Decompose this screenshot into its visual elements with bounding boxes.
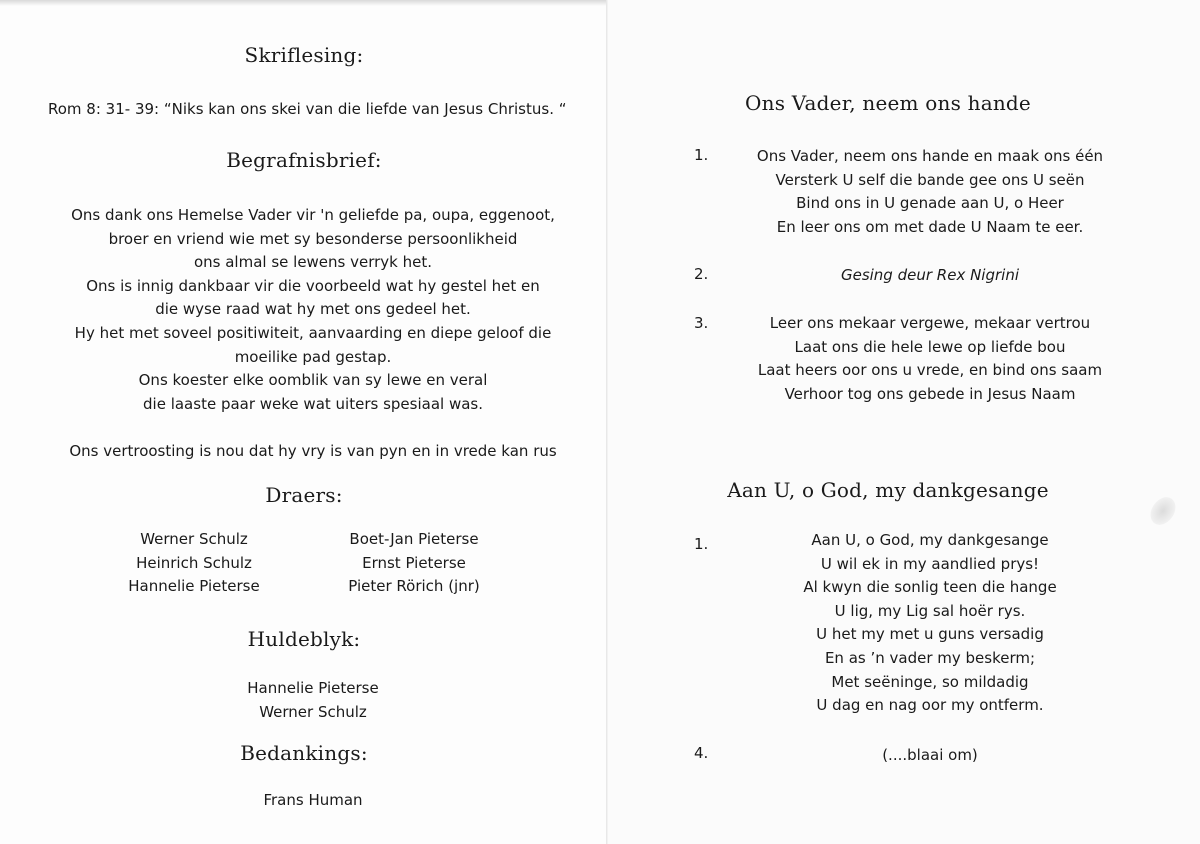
hymn-line: En as ’n vader my beskerm; [824,648,1036,667]
pallbearer-name: Heinrich Schulz [136,553,252,572]
funeral-letter-closing-line: Ons vertroosting is nou dat hy vry is van pyn en in vrede kan rus [69,442,557,460]
hymn-line: Leer ons mekaar vergewe, mekaar vertrou [769,314,1091,332]
hymn2-verse-number: 4. [694,744,709,762]
thanks-heading: Bedankings: [240,741,368,765]
hymn-line: Al kwyn die sonlig teen die hange [803,578,1057,597]
scripture-heading: Skriflesing: [244,43,364,67]
hymn-line: U het my met u guns versadig [816,625,1044,644]
hymn-line: En leer ons om met dade U Naam te eer. [776,217,1084,236]
hymn-line: U dag en nag oor my ontferm. [816,696,1044,715]
tribute-names [0,677,626,724]
pallbearer-name: Werner Schulz [140,530,248,548]
funeral-letter-line: moeilike pad gestap. [234,347,392,366]
turn-page-note: (....blaai om) [882,746,978,764]
pallbearers-column-right [334,528,494,599]
tribute-name: Werner Schulz [259,702,367,721]
hymn-line: Verhoor tog ons gebede in Jesus Naam [784,384,1076,403]
pallbearers-heading: Draers: [265,483,343,507]
funeral-letter-line: ons almal se lewens verryk het. [193,253,433,272]
pallbearers-column-left [114,528,274,599]
pallbearer-name: Hannelie Pieterse [128,577,260,596]
hymn2-verse-4 [720,744,1140,768]
hymn1-verse-number: 1. [694,146,709,164]
hymn-line: Bind ons in U genade aan U, o Heer [796,194,1064,213]
thanks-name: Frans Human [263,791,363,809]
funeral-letter-line: Ons dank ons Hemelse Vader vir 'n geliefde pa, oupa, eggenoot, [71,206,555,224]
hymn-line: Met seëninge, so mildadig [831,672,1029,691]
right-page [608,0,1200,844]
hymn1-verse-1 [720,145,1140,239]
funeral-letter-line: Ons koester elke oomblik van sy lewe en veral [138,371,488,390]
hymn-line: Ons Vader, neem ons hande en maak ons één [756,147,1104,165]
hymn-line: Versterk U self die bande gee ons U seën [775,170,1085,189]
hymn-line: Gesing deur Rex Nigrini [840,266,1020,284]
funeral-letter-heading: Begrafnisbrief: [226,148,382,172]
hymn1-verse-number: 3. [694,314,709,332]
hymn1-verse-3 [720,312,1140,406]
scripture-text: Rom 8: 31- 39: “Niks kan ons skei van die liefde van Jesus Christus. “ [48,100,567,118]
pallbearer-name: Pieter Rörich (jnr) [348,577,480,596]
thanks-names [0,789,626,813]
funeral-letter-line: die laaste paar weke wat uiters spesiaal was. [143,394,483,413]
funeral-letter-closing [0,440,626,464]
funeral-letter-line: Hy het met soveel positiwiteit, aanvaarding en diepe geloof die [74,323,552,342]
tribute-heading: Huldeblyk: [247,627,361,651]
hymn2-verse-1 [720,529,1140,718]
hymn1-title: Ons Vader, neem ons hande [745,91,1031,115]
hymn-line: Laat ons die hele lewe op liefde bou [794,337,1066,356]
hymn-line: Aan U, o God, my dankgesange [811,531,1049,549]
funeral-letter-paragraph [0,204,626,416]
hymn2-verse-number: 1. [694,535,709,553]
hymn2-title: Aan U, o God, my dankgesange [727,478,1049,502]
hymn-line: U wil ek in my aandlied prys! [820,554,1040,573]
hymn-line: Laat heers oor ons u vrede, en bind ons saam [757,361,1103,380]
hymn1-verse-number: 2. [694,265,709,283]
funeral-letter-line: die wyse raad wat hy met ons gedeel het. [155,300,471,319]
hymn-line: U lig, my Lig sal hoër rys. [834,601,1026,620]
tribute-name: Hannelie Pieterse [247,679,379,697]
pallbearer-name: Boet-Jan Pieterse [349,530,479,548]
funeral-letter-line: Ons is innig dankbaar vir die voorbeeld wat hy gestel het en [86,276,540,295]
hymn1-verse-2 [720,264,1140,288]
funeral-letter-line: broer en vriend wie met sy besonderse persoonlikheid [108,229,518,248]
pallbearer-name: Ernst Pieterse [362,553,466,572]
